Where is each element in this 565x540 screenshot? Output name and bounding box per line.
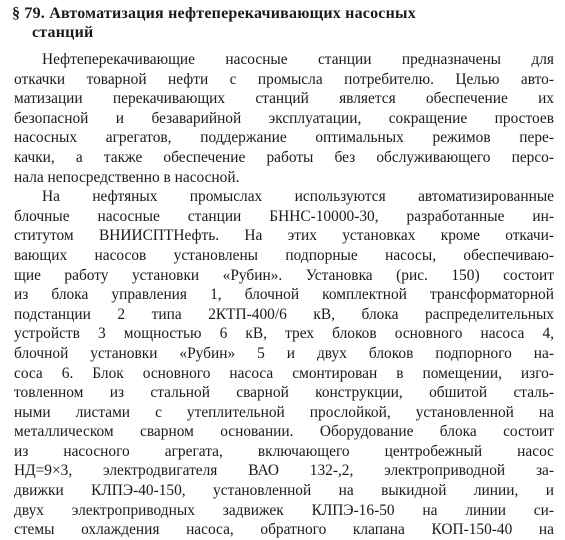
- text-line: ститутом ВНИИСПТНефть. На этих установках кроме откачи-: [14, 227, 554, 245]
- text-line: блочной установки «Рубин» 5 и двух блоков подпорного на-: [14, 344, 554, 362]
- text-line: двух электроприводных задвижек КЛПЭ-16-50 на линии си-: [14, 501, 554, 519]
- text-line: насосных агрегатов, поддержание оптимальных режимов пере-: [14, 129, 554, 147]
- text-line: стемы охлаждения насоса, обратного клапана КОП-150-40 на: [14, 521, 554, 539]
- body-text: [14, 50, 554, 540]
- text-line: откачки товарной нефти с промысла потребителю. Целью авто-: [14, 70, 554, 88]
- section-heading-line-2: станций: [32, 24, 94, 41]
- text-line: НД=9×3, электродвигателя ВАО 132-,2, электроприводной за-: [14, 462, 554, 480]
- section-heading: [12, 4, 416, 42]
- text-line: вающих насосов установлены подпорные насосы, обеспечиваю-: [14, 246, 554, 264]
- text-line: ными листами с утеплительной прослойкой, установленной на: [14, 403, 554, 421]
- text-line: из насосного агрегата, включающего центробежный насос: [14, 442, 554, 460]
- text-line: блочные насосные станции БННС-10000-30, разработанные ин-: [14, 207, 554, 225]
- text-line: качки, а также обеспечение работы без обслуживающего персо-: [14, 148, 554, 166]
- text-line: товленном из стальной сварной конструкции, обшитой сталь-: [14, 384, 554, 402]
- text-line: металлическом сварном основании. Оборудование блока состоит: [14, 423, 554, 441]
- text-line: соса 6. Блок основного насоса смонтирован в помещении, изго-: [14, 364, 554, 382]
- text-line: движки КЛПЭ-40-150, установленной на выкидной линии, и: [14, 482, 554, 500]
- paragraph-1: [14, 50, 554, 187]
- text-line: нала непосредственно в насосной.: [14, 168, 240, 186]
- text-line: На нефтяных промыслах используются автоматизированные: [42, 188, 554, 206]
- text-line: подстанции 2 типа 2КТП-400/6 кВ, блока распределительных: [14, 305, 554, 323]
- text-line: щие работу установки «Рубин». Установка (рис. 150) состоит: [14, 266, 554, 284]
- text-line: устройств 3 мощностью 6 кВ, трех блоков основного насоса 4,: [14, 325, 554, 343]
- text-line: Нефтеперекачивающие насосные станции предназначены для: [42, 51, 554, 68]
- paragraph-2: [14, 187, 554, 540]
- section-heading-line-1: § 79. Автоматизация нефтеперекачивающих насосных: [12, 5, 416, 22]
- text-line: безопасной и безаварийной эксплуатации, сокращение простоев: [14, 109, 554, 127]
- text-line: матизации перекачивающих станций является обеспечение их: [14, 90, 554, 108]
- text-line: из блока управления 1, блочной комплектной трансформаторной: [14, 286, 554, 304]
